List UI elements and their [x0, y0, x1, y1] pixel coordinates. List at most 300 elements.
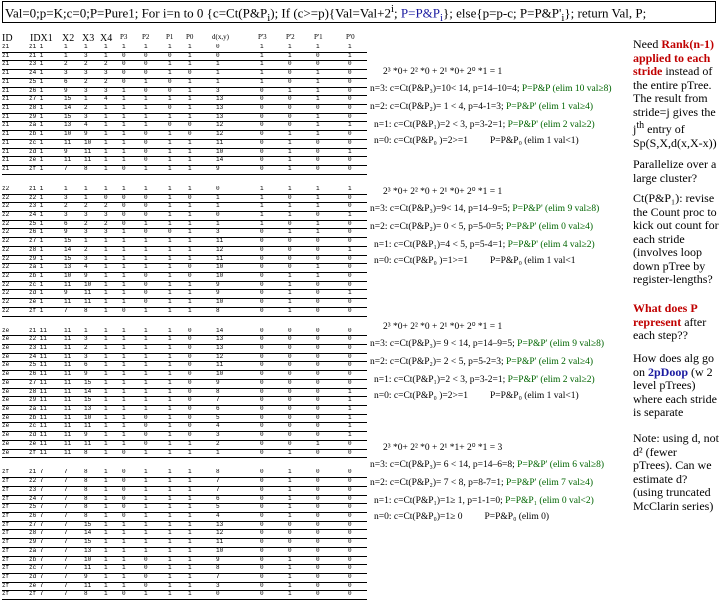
table-cell-p3: 1: [122, 379, 126, 386]
table-cell-q2: 0: [288, 336, 292, 343]
table-row: [2, 530, 367, 539]
table-cell-q0: 0: [348, 353, 352, 360]
table-cell-p1: 1: [168, 379, 172, 386]
table-cell-idx: z7 1: [29, 96, 44, 103]
table-cell-q3: 0: [260, 139, 264, 146]
table-cell-id: zf: [2, 591, 10, 598]
table-cell-p2: 0: [144, 61, 148, 68]
table-cell-q2: 0: [288, 397, 292, 404]
table-cell-x2: 11: [64, 406, 72, 413]
calc-line: n=2: c=Ct(P&P₂)= 7 < 8, p=8-7=1; P=P&P' (elim 7 val≥4): [370, 478, 593, 488]
table-cell-q1: 0: [316, 573, 320, 580]
table-row: [2, 371, 367, 380]
table-cell-p2: 1: [144, 591, 148, 598]
table-cell-q0: 0: [348, 449, 352, 456]
table-cell-p3: 1: [122, 530, 126, 537]
table-cell-x3: 2: [84, 203, 88, 210]
table-row: [2, 247, 367, 256]
table-cell-id: z2: [2, 299, 10, 306]
table-cell-idx: z3 1: [29, 61, 44, 68]
table-row: [2, 423, 367, 432]
table-cell-p0: 0: [188, 432, 192, 439]
calc-line: n=1: c=Ct(P&P₁)=1≥ 1, p=1-1=0; P=P&P₁ (elim 0 val<2): [374, 496, 594, 506]
table-cell-p2: 1: [144, 336, 148, 343]
table-cell-p1: 0: [168, 105, 172, 112]
table-cell-x4: 1: [104, 281, 108, 288]
table-cell-q0: 0: [348, 255, 352, 262]
col-x4: X4: [100, 33, 113, 44]
table-cell-p1: 1: [168, 290, 172, 297]
table-row: [2, 397, 367, 406]
table-cell-id: ze: [2, 371, 10, 378]
table-cell-idx: z8 7: [29, 530, 44, 537]
table-cell-x2: 11: [64, 336, 72, 343]
table-cell-x4: 1: [104, 345, 108, 351]
table-cell-dxy: 12: [216, 246, 224, 253]
table-cell-idx: zf 11: [29, 449, 48, 456]
table-cell-idx: zd 11: [29, 432, 48, 439]
table-cell-dxy: 1: [216, 203, 220, 210]
table-row: [2, 583, 367, 592]
table-cell-p2: 1: [144, 495, 148, 502]
col-p1: P1: [166, 33, 174, 41]
table-cell-x3: 3: [84, 336, 88, 343]
table-cell-q3: 0: [260, 246, 264, 253]
table-cell-idx: z3 1: [29, 203, 44, 210]
table-cell-q1: 0: [316, 565, 320, 572]
algorithm-title: Val=0;p=K;c=0;P=Pure1; For i=n to 0 {$c=Ct(P\&P_i)$; If $(c>=p)\{Val=Val+2^i$; $P=P\&P_i$}; else{p=p-c; $P=P\&P'_i$}; return Val, P;: [2, 1, 716, 23]
table-cell-p2: 1: [144, 388, 148, 395]
table-cell-p1: 1: [168, 371, 172, 378]
table-cell-x3: 11: [84, 423, 92, 430]
table-cell-idx: z6 1: [29, 229, 44, 236]
table-cell-q2: 1: [288, 203, 292, 210]
table-cell-x4: 1: [104, 255, 108, 262]
table-cell-id: z2: [2, 185, 10, 192]
table-cell-q0: 1: [348, 122, 352, 129]
table-row: [2, 450, 367, 459]
table-cell-x4: 1: [104, 397, 108, 404]
calc-line: n=3: c=Ct(P&P₃)=10< 14, p=14–10=4; P=P&P (elim 10 val≥8): [370, 84, 612, 94]
table-cell-x2: 7: [64, 530, 68, 537]
table-cell-x4: 1: [104, 105, 108, 112]
table-cell-q2: 1: [288, 469, 292, 476]
table-cell-p3: 1: [122, 521, 126, 528]
table-cell-p3: 0: [122, 78, 126, 85]
table-cell-x3: 15: [84, 521, 92, 528]
table-cell-q3: 0: [260, 131, 264, 138]
table-cell-dxy: 14: [216, 157, 224, 164]
table-cell-p0: 1: [188, 299, 192, 306]
table-cell-x4: 1: [104, 113, 108, 120]
table-cell-id: zf: [2, 495, 10, 502]
table-cell-p1: 1: [168, 495, 172, 502]
table-cell-q2: 0: [288, 362, 292, 369]
table-cell-x2: 14: [64, 246, 72, 253]
table-cell-x4: 1: [104, 556, 108, 563]
table-cell-dxy: 9: [216, 290, 220, 297]
table-cell-id: zf: [2, 469, 10, 476]
table-cell-x4: 1: [104, 591, 108, 598]
calc-line: n=1: c=Ct(P&P₁)=2 < 3, p=3-2=1; P=P&P' (elim 2 val≥2): [374, 375, 595, 385]
table-cell-q3: 0: [260, 495, 264, 502]
table-row: [2, 212, 367, 221]
table-row: [2, 336, 367, 345]
table-cell-x2: 11: [64, 299, 72, 306]
table-cell-p2: 1: [144, 345, 148, 351]
table-cell-q1: 1: [316, 229, 320, 236]
table-cell-q3: 0: [260, 290, 264, 297]
col-x3: X3: [82, 33, 95, 44]
table-cell-q0: 0: [348, 556, 352, 563]
table-cell-q1: 0: [316, 148, 320, 155]
table-cell-x3: 9: [84, 432, 88, 439]
table-cell-q0: 0: [348, 573, 352, 580]
table-cell-q3: 0: [260, 547, 264, 554]
table-cell-q2: 1: [288, 272, 292, 279]
table-cell-id: z2: [2, 264, 10, 271]
table-cell-p2: 1: [144, 113, 148, 120]
table-cell-dxy: 9: [216, 556, 220, 563]
table-cell-x3: 1: [84, 194, 88, 201]
table-cell-p0: 0: [188, 264, 192, 271]
table-cell-p3: 1: [122, 371, 126, 378]
table-cell-x4: 1: [104, 530, 108, 537]
table-cell-x4: 3: [104, 87, 108, 94]
table-cell-dxy: 3: [216, 229, 220, 236]
table-cell-id: zf: [2, 539, 10, 546]
table-cell-idx: z8 1: [29, 105, 44, 112]
table-cell-dxy: 13: [216, 345, 224, 351]
table-cell-dxy: 12: [216, 530, 224, 537]
table-cell-q2: 0: [288, 70, 292, 77]
table-cell-id: z1: [2, 166, 10, 173]
table-cell-q0: 0: [348, 96, 352, 103]
table-cell-p0: 0: [188, 353, 192, 360]
table-cell-q1: 0: [316, 52, 320, 59]
table-cell-x4: 1: [104, 440, 108, 447]
table-row: [2, 96, 367, 105]
table-cell-q0: 1: [348, 397, 352, 404]
table-cell-id: ze: [2, 345, 10, 351]
table-cell-p2: 0: [144, 211, 148, 218]
table-cell-p1: 1: [168, 440, 172, 447]
table-cell-p2: 1: [144, 44, 148, 50]
table-row: [2, 565, 367, 574]
table-cell-p3: 0: [122, 469, 126, 476]
table-cell-x3: 1: [84, 185, 88, 192]
table-cell-x4: 1: [104, 185, 108, 192]
table-cell-p2: 0: [144, 281, 148, 288]
table-row: [2, 44, 367, 53]
table-cell-q3: 0: [260, 423, 264, 430]
table-cell-q1: 1: [316, 87, 320, 94]
calc-line: n=2: c=Ct(P&P₂)= 1 < 4, p=4-1=3; P=P&P' (elim 1 val≥4): [370, 102, 593, 112]
calc-line: n=3: c=Ct(P&P₃)= 9 < 14, p=14–9=5; P=P&P' (elim 9 val≥8): [370, 339, 605, 349]
table-cell-p0: 0: [188, 122, 192, 129]
table-cell-q2: 0: [288, 353, 292, 360]
table-cell-dxy: 8: [216, 565, 220, 572]
table-cell-p0: 0: [188, 345, 192, 351]
table-cell-q3: 0: [260, 512, 264, 519]
table-cell-x4: 1: [104, 432, 108, 439]
table-cell-q0: 1: [348, 406, 352, 413]
table-cell-p3: 1: [122, 423, 126, 430]
calc-line: 2³ *0+ 2² *0 + 2¹ *0+ 2⁰ *1 = 1: [383, 67, 503, 77]
table-cell-p3: 1: [122, 573, 126, 580]
table-cell-id: ze: [2, 388, 10, 395]
table-row: [2, 282, 367, 291]
table-cell-dxy: 10: [216, 272, 224, 279]
table-cell-x3: 3: [84, 255, 88, 262]
table-cell-dxy: 10: [216, 299, 224, 306]
table-cell-x3: 14: [84, 388, 92, 395]
table-cell-x2: 7: [64, 565, 68, 572]
ptree-table: [2, 44, 367, 600]
table-cell-p2: 0: [144, 573, 148, 580]
table-cell-p3: 0: [122, 591, 126, 598]
table-cell-p2: 0: [144, 556, 148, 563]
table-cell-x2: 7: [64, 582, 68, 589]
table-cell-x4: 1: [104, 353, 108, 360]
table-cell-dxy: 1: [216, 449, 220, 456]
note-estimate-d: Note: using d, not d² (fewer pTrees). Can we estimate d? (using truncated McClarin series): [633, 431, 719, 513]
table-cell-q0: 0: [348, 272, 352, 279]
table-cell-x3: 8: [84, 478, 88, 485]
table-cell-id: zf: [2, 521, 10, 528]
table-cell-idx: za 1: [29, 264, 44, 271]
table-cell-p0: 1: [188, 139, 192, 146]
table-cell-q0: 1: [348, 388, 352, 395]
table-cell-id: ze: [2, 432, 10, 439]
table-cell-idx: z9 7: [29, 539, 44, 546]
table-cell-p1: 1: [168, 166, 172, 173]
table-cell-dxy: 0: [216, 211, 220, 218]
table-cell-q0: 0: [348, 61, 352, 68]
table-cell-q2: 0: [288, 440, 292, 447]
table-cell-p0: 0: [188, 423, 192, 430]
table-cell-x4: 3: [104, 211, 108, 218]
table-cell-p0: 0: [188, 406, 192, 413]
table-cell-p2: 0: [144, 414, 148, 421]
table-cell-p2: 1: [144, 469, 148, 476]
table-row: [2, 539, 367, 548]
table-cell-p1: 1: [168, 406, 172, 413]
table-cell-id: z1: [2, 131, 10, 138]
table-cell-p2: 0: [144, 70, 148, 77]
table-cell-x4: 2: [104, 220, 108, 227]
table-cell-q1: 0: [316, 414, 320, 421]
table-cell-p1: 1: [168, 388, 172, 395]
table-cell-q0: 0: [348, 157, 352, 164]
table-cell-p1: 1: [168, 255, 172, 262]
table-cell-idx: za 11: [29, 406, 48, 413]
table-cell-x3: 11: [84, 582, 92, 589]
table-cell-id: z1: [2, 105, 10, 112]
table-cell-id: z2: [2, 255, 10, 262]
table-cell-idx: z7 1: [29, 238, 44, 245]
table-cell-dxy: 1: [216, 70, 220, 77]
table-cell-p3: 0: [122, 52, 126, 59]
table-cell-idx: za 7: [29, 547, 44, 554]
table-cell-x4: 1: [104, 582, 108, 589]
col-p0: P0: [186, 33, 194, 41]
table-cell-q3: 0: [260, 362, 264, 369]
table-cell-x2: 11: [64, 345, 72, 351]
table-cell-p3: 0: [122, 211, 126, 218]
table-cell-q2: 1: [288, 565, 292, 572]
table-row: [2, 380, 367, 389]
table-row: [2, 591, 367, 600]
table-cell-q3: 0: [260, 272, 264, 279]
table-cell-q2: 0: [288, 96, 292, 103]
table-cell-dxy: 13: [216, 521, 224, 528]
table-cell-idx: z2 11: [29, 336, 48, 343]
table-cell-q3: 1: [260, 44, 264, 50]
table-cell-q0: 0: [348, 220, 352, 227]
table-cell-x4: 2: [104, 61, 108, 68]
table-cell-idx: ze 7: [29, 582, 44, 589]
table-cell-p0: 1: [188, 290, 192, 297]
table-cell-p1: 1: [168, 353, 172, 360]
table-cell-p3: 1: [122, 290, 126, 297]
table-cell-p0: 1: [188, 78, 192, 85]
table-cell-x3: 3: [84, 229, 88, 236]
table-cell-q0: 0: [348, 281, 352, 288]
table-cell-p2: 1: [144, 353, 148, 360]
table-cell-x3: 2: [84, 246, 88, 253]
table-cell-p1: 1: [168, 547, 172, 554]
table-cell-p1: 0: [168, 229, 172, 236]
table-cell-p0: 0: [188, 194, 192, 201]
table-cell-q1: 0: [316, 61, 320, 68]
table-cell-p1: 1: [168, 148, 172, 155]
table-cell-q2: 1: [288, 449, 292, 456]
table-cell-p0: 1: [188, 565, 192, 572]
table-cell-idx: z4 7: [29, 495, 44, 502]
table-cell-id: zf: [2, 530, 10, 537]
table-cell-p2: 1: [144, 406, 148, 413]
table-cell-q1: 0: [316, 290, 320, 297]
table-cell-p3: 1: [122, 264, 126, 271]
table-cell-p1: 1: [168, 573, 172, 580]
table-cell-q2: 0: [288, 113, 292, 120]
table-cell-q2: 1: [288, 166, 292, 173]
table-cell-x3: 11: [84, 290, 92, 297]
table-cell-p0: 1: [188, 185, 192, 192]
table-cell-x2: 10: [64, 272, 72, 279]
table-cell-dxy: 1: [216, 194, 220, 201]
table-cell-p2: 0: [144, 194, 148, 201]
table-cell-dxy: 10: [216, 264, 224, 271]
table-cell-x4: 1: [104, 573, 108, 580]
table-cell-p2: 1: [144, 521, 148, 528]
table-row: [2, 487, 367, 496]
table-cell-q2: 0: [288, 255, 292, 262]
table-cell-q1: 0: [316, 105, 320, 112]
table-cell-q3: 0: [260, 105, 264, 112]
table-cell-p3: 1: [122, 229, 126, 236]
table-cell-x2: 3: [64, 211, 68, 218]
table-cell-x2: 13: [64, 264, 72, 271]
table-cell-id: z2: [2, 211, 10, 218]
table-cell-idx: z2 7: [29, 478, 44, 485]
table-cell-p3: 0: [122, 70, 126, 77]
table-cell-x4: 3: [104, 229, 108, 236]
table-cell-dxy: 13: [216, 96, 224, 103]
table-cell-x4: 1: [104, 449, 108, 456]
table-cell-x3: 8: [84, 486, 88, 493]
table-cell-x2: 11: [64, 281, 72, 288]
table-cell-p0: 1: [188, 512, 192, 519]
table-cell-x4: 1: [104, 131, 108, 138]
table-cell-x3: 6: [84, 362, 88, 369]
table-cell-dxy: 9: [216, 379, 220, 386]
table-row: [2, 299, 367, 308]
table-cell-x2: 15: [64, 113, 72, 120]
table-cell-id: z2: [2, 290, 10, 297]
table-cell-q2: 0: [288, 78, 292, 85]
table-row: [2, 432, 367, 441]
table-cell-x4: 1: [104, 469, 108, 476]
table-cell-q2: 0: [288, 388, 292, 395]
table-cell-idx: zb 1: [29, 272, 44, 279]
table-cell-p3: 0: [122, 512, 126, 519]
table-cell-p3: 0: [122, 486, 126, 493]
table-cell-idx: zc 7: [29, 565, 44, 572]
table-cell-p1: 1: [168, 449, 172, 456]
table-cell-x2: 7: [64, 556, 68, 563]
table-cell-x2: 9: [64, 87, 68, 94]
table-cell-q2: 1: [288, 157, 292, 164]
table-cell-q3: 0: [260, 414, 264, 421]
table-cell-x4: 1: [104, 478, 108, 485]
table-cell-q1: 0: [316, 406, 320, 413]
table-cell-q1: 0: [316, 495, 320, 502]
table-cell-dxy: 0: [216, 44, 220, 50]
table-cell-q3: 1: [260, 203, 264, 210]
table-cell-id: z2: [2, 194, 10, 201]
table-cell-x4: 1: [104, 299, 108, 306]
table-cell-p2: 0: [144, 87, 148, 94]
table-cell-q2: 1: [288, 573, 292, 580]
table-cell-q1: 1: [316, 203, 320, 210]
table-cell-idx: z4 1: [29, 211, 44, 218]
table-cell-dxy: 10: [216, 148, 224, 155]
table-cell-q1: 0: [316, 307, 320, 314]
table-cell-p1: 1: [168, 238, 172, 245]
table-cell-q0: 0: [348, 495, 352, 502]
table-cell-idx: zf 1: [29, 307, 44, 314]
table-cell-q1: 0: [316, 397, 320, 404]
table-cell-q2: 0: [288, 432, 292, 439]
table-cell-q2: 0: [288, 539, 292, 546]
table-row: [2, 114, 367, 123]
table-cell-x4: 1: [104, 336, 108, 343]
table-cell-q2: 1: [288, 478, 292, 485]
table-cell-x3: 1: [84, 327, 88, 334]
table-cell-q3: 1: [260, 70, 264, 77]
table-cell-p1: 1: [168, 556, 172, 563]
table-cell-p2: 0: [144, 565, 148, 572]
table-cell-p3: 1: [122, 246, 126, 253]
table-cell-dxy: 5: [216, 414, 220, 421]
table-row: [2, 195, 367, 204]
table-cell-q1: 1: [316, 185, 320, 192]
table-cell-q3: 0: [260, 539, 264, 546]
table-cell-x3: 3: [84, 70, 88, 77]
table-cell-x4: 1: [104, 52, 108, 59]
